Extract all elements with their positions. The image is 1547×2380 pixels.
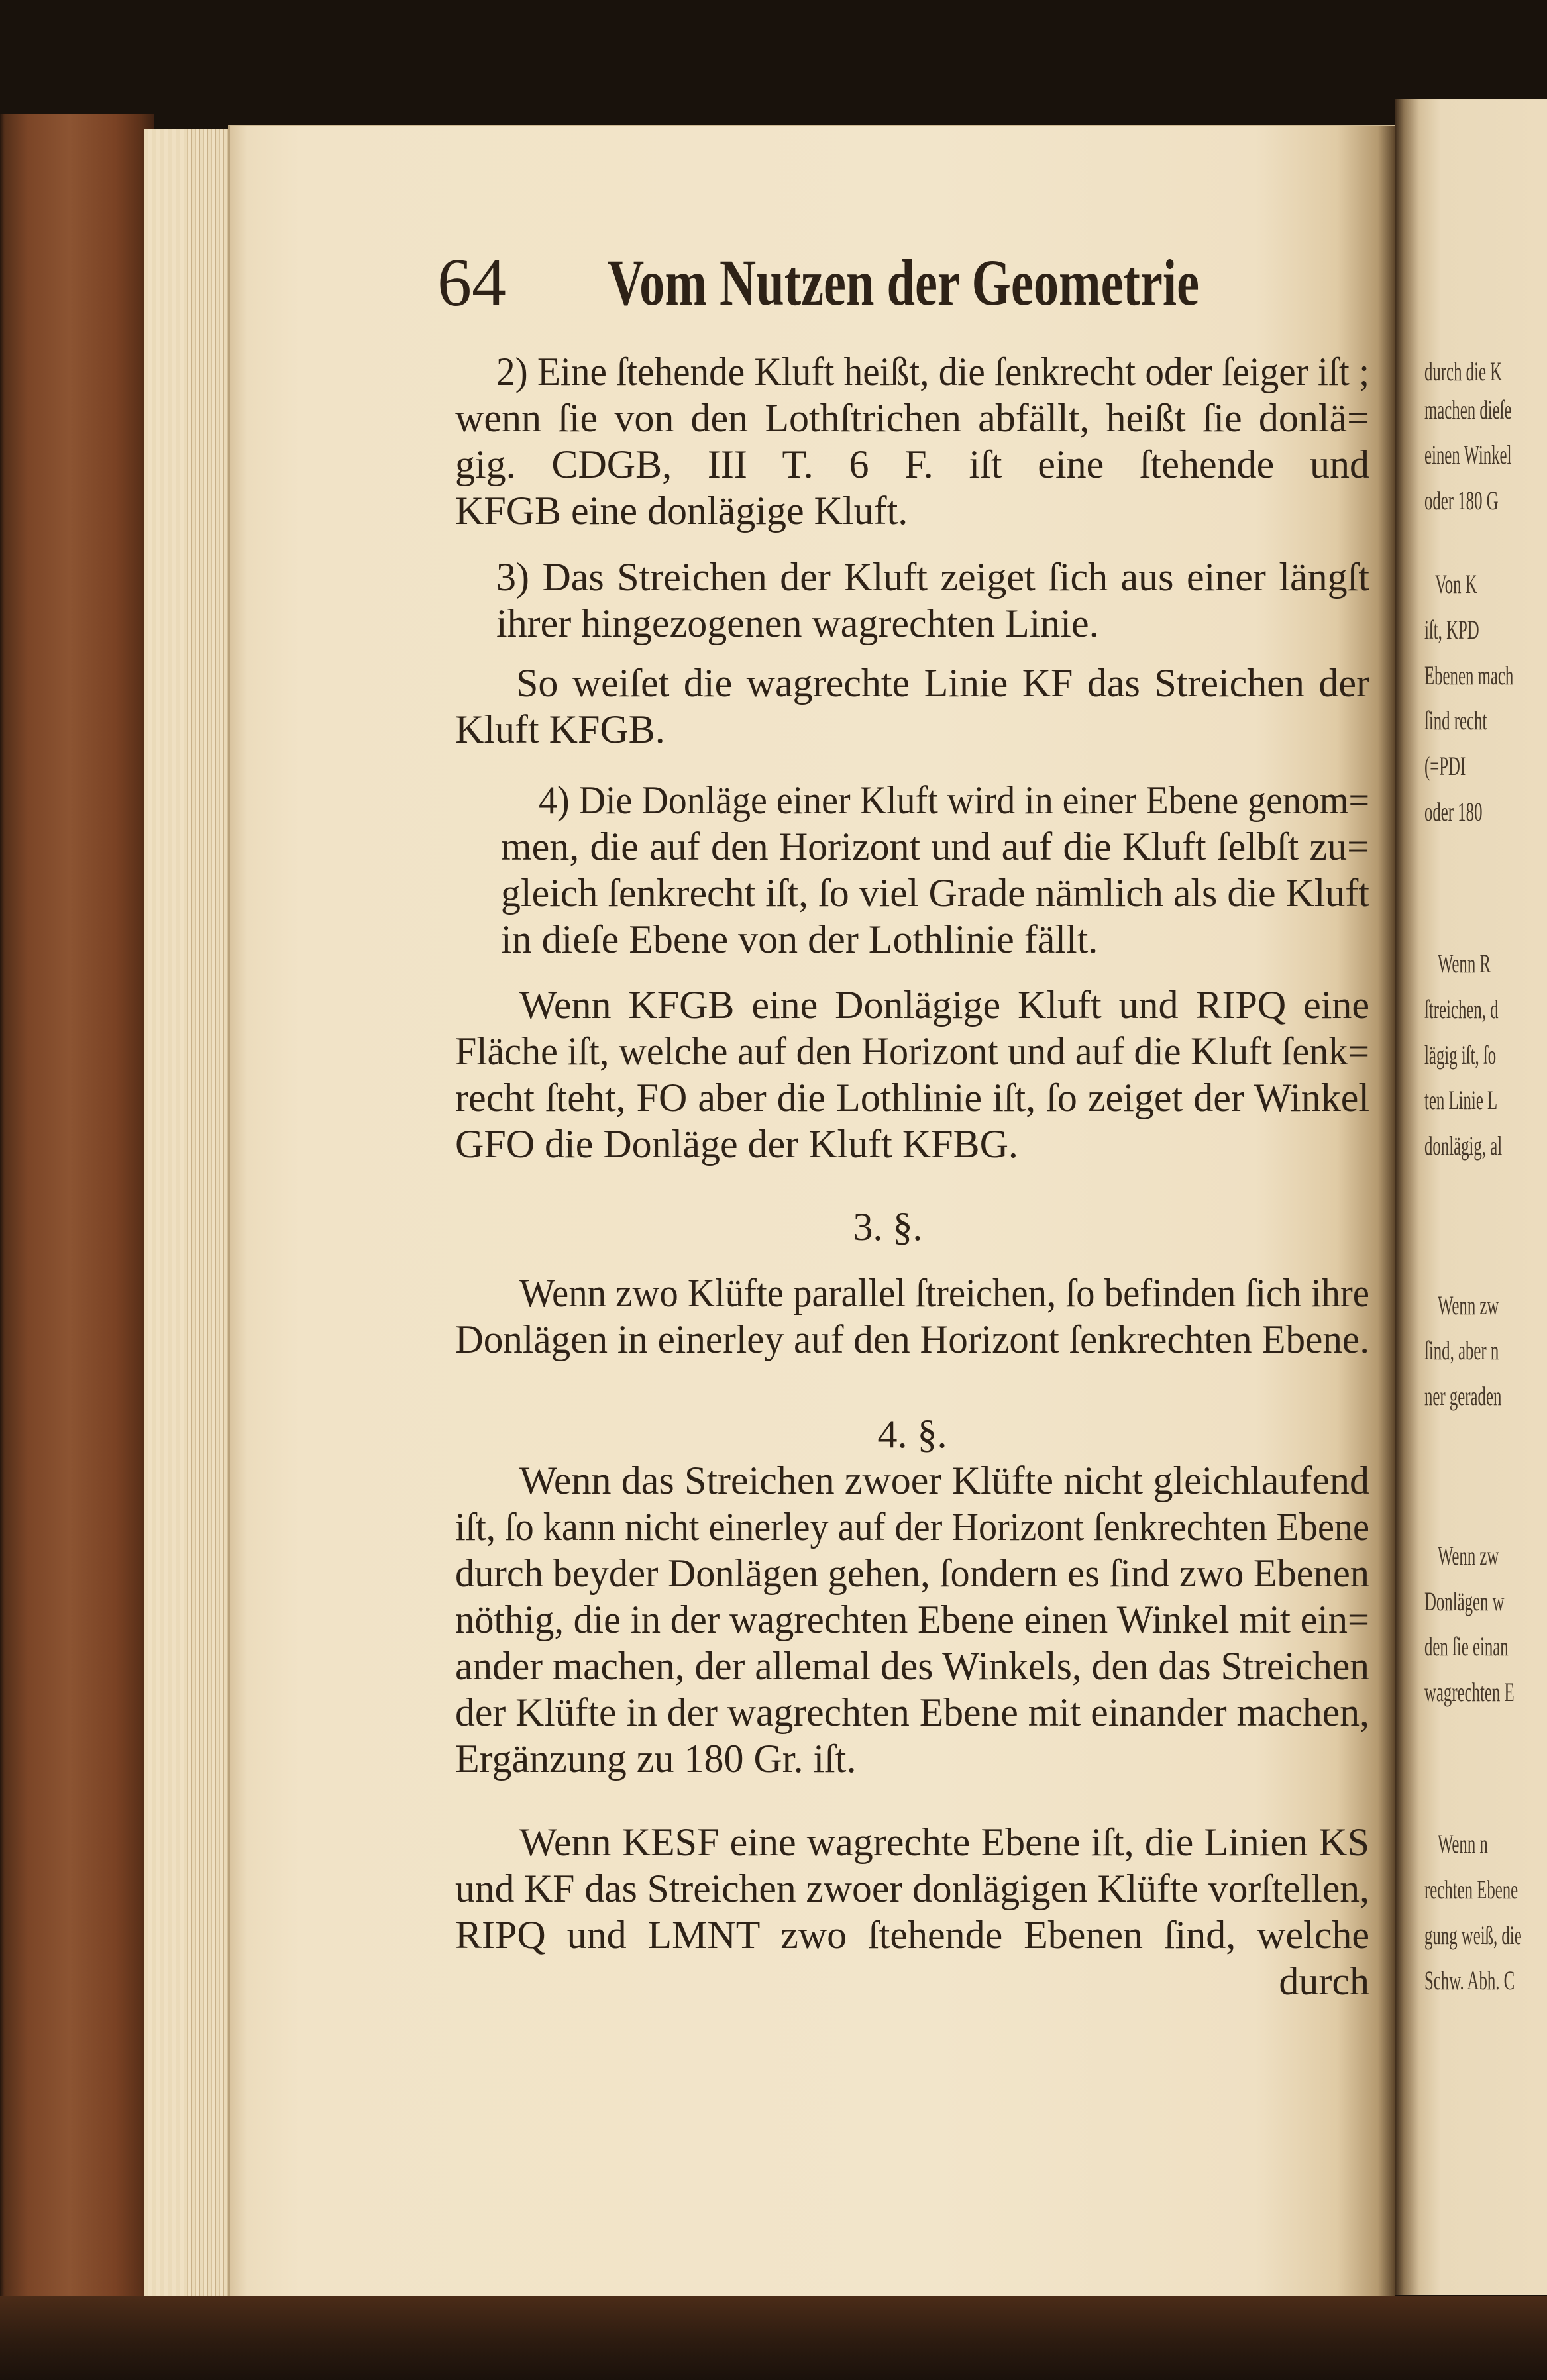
facing-page [1395,99,1547,2295]
facing-page-fragment: lägig iſt, ſo [1424,1040,1497,1070]
text-line: iſt, ſo kann nicht einerley auf der Horizont ſenkrechten Ebene [455,1505,1369,1549]
text-line: wenn ſie von den Lothſtrichen abfällt, heißt ſie donlä= [455,396,1369,440]
text-line: in dieſe Ebene von der Lothlinie fällt. [501,917,1098,961]
facing-page-fragment: Von K [1435,569,1477,599]
facing-page-fragment: ſtreichen, d [1424,994,1499,1024]
facing-page-fragment: Wenn zw [1438,1541,1499,1571]
text-line: gig. CDGB, III T. 6 F. iſt eine ſtehende und [455,442,1369,486]
facing-page-fragment: Donlägen w [1424,1586,1505,1616]
text-line: So weiſet die wagrechte Linie KF das Streichen der [516,661,1369,705]
page-number: 64 [437,244,506,321]
text-line: und KF das Streichen zwoer donlägigen Klüfte vorſtellen, [455,1867,1369,1910]
facing-page-fragment: ten Linie L [1424,1085,1498,1115]
text-line: Donlägen in einerley auf den Horizont ſenkrechten Ebene. [455,1318,1369,1361]
facing-page-fragment: machen dieſe [1424,395,1512,425]
text-line: der Klüfte in der wagrechten Ebene mit einander machen, [455,1690,1369,1734]
paragraph [455,1819,1369,2004]
text-line: gleich ſenkrecht iſt, ſo viel Grade nämlich als die Kluft [501,871,1369,915]
section-heading-text: 3. §. [853,1205,923,1249]
body-text [455,348,1369,2004]
paragraph [455,554,1369,647]
facing-page-fragment: iſt, KPD [1424,615,1479,645]
facing-page-fragment: Ebenen mach [1424,660,1514,690]
running-head: Vom Nutzen der Geometrie [608,246,1199,319]
facing-page-fragment: (=PDI [1424,751,1466,781]
text-line: ander machen, der allemal des Winkels, den das Streichen [455,1644,1369,1688]
paragraph [455,982,1369,1167]
text-line: recht ſteht, FO aber die Lothlinie iſt, ſo zeiget der Winkel [455,1076,1369,1119]
text-line: Wenn KFGB eine Donlägige Kluft und RIPQ eine [519,983,1369,1027]
text-line: Wenn zwo Klüfte parallel ſtreichen, ſo befinden ſich ihre [519,1271,1369,1315]
scan-background-bottom [0,2296,1547,2380]
text-line: GFO die Donläge der Kluft KFBG. [455,1122,1018,1166]
facing-page-fragment: Schw. Abh. C [1424,1965,1515,1995]
facing-page-fragment: ſind recht [1424,705,1487,735]
section-heading [455,1411,1369,1457]
text-line: durch beyder Donlägen gehen, ſondern es ſind zwo Ebenen [455,1551,1369,1595]
text-line: 2) Eine ſtehende Kluft heißt, die ſenkrecht oder ſeiger iſt ; [496,350,1369,393]
text-line: Fläche iſt, welche auf den Horizont und auf die Kluft ſenk= [455,1029,1369,1073]
facing-page-fragment: Wenn R [1438,949,1491,978]
text-line: nöthig, die in der wagrechten Ebene einen Winkel mit ein= [455,1598,1369,1641]
paragraph [455,777,1369,962]
paragraph [455,1270,1369,1363]
facing-page-fragment: oder 180 [1424,797,1483,827]
paragraph [455,348,1369,534]
facing-page-fragment: durch die K [1424,356,1503,386]
facing-page-fragment: ner geraden [1424,1381,1502,1411]
facing-page-fragment: wagrechten E [1424,1677,1515,1707]
paragraph [455,1457,1369,1782]
text-line: RIPQ und LMNT zwo ſtehende Ebenen ſind, welche [455,1913,1369,1957]
facing-page-fragment: Wenn n [1438,1829,1488,1859]
text-line: ihrer hingezogenen wagrechten Linie. [496,601,1099,645]
facing-page-fragment: Wenn zw [1438,1290,1499,1320]
book-cover [0,114,154,2326]
section-heading-text: 4. §. [877,1412,947,1456]
facing-page-fragment: oder 180 G [1424,486,1499,515]
section-heading [455,1204,1369,1250]
facing-page-fragment: einen Winkel [1424,440,1512,470]
text-line: men, die auf den Horizont und auf die Kluft ſelbſt zu= [501,825,1369,868]
text-line: Kluft KFGB. [455,707,665,751]
facing-page-fragment: rechten Ebene [1424,1875,1519,1904]
facing-page-fragment: ſind, aber n [1424,1335,1499,1365]
page-edges [144,129,231,2296]
text-line: 4) Die Donläge einer Kluft wird in einer Ebene genom= [539,778,1369,822]
text-line: Wenn das Streichen zwoer Klüfte nicht gleichlaufend [519,1459,1369,1502]
paragraph [455,660,1369,752]
text-line: KFGB eine donlägige Kluft. [455,489,908,533]
catchword: durch [1279,1959,1369,2003]
facing-page-fragment: donlägig, al [1424,1131,1503,1161]
text-line: 3) Das Streichen der Kluft zeiget ſich aus einer längſt [496,555,1369,599]
text-line: Ergänzung zu 180 Gr. iſt. [455,1737,857,1781]
facing-page-fragment: gung weiß, die [1424,1920,1522,1950]
facing-page-fragment: den ſie einan [1424,1631,1509,1661]
text-line: Wenn KESF eine wagrechte Ebene iſt, die Linien KS [519,1820,1369,1864]
